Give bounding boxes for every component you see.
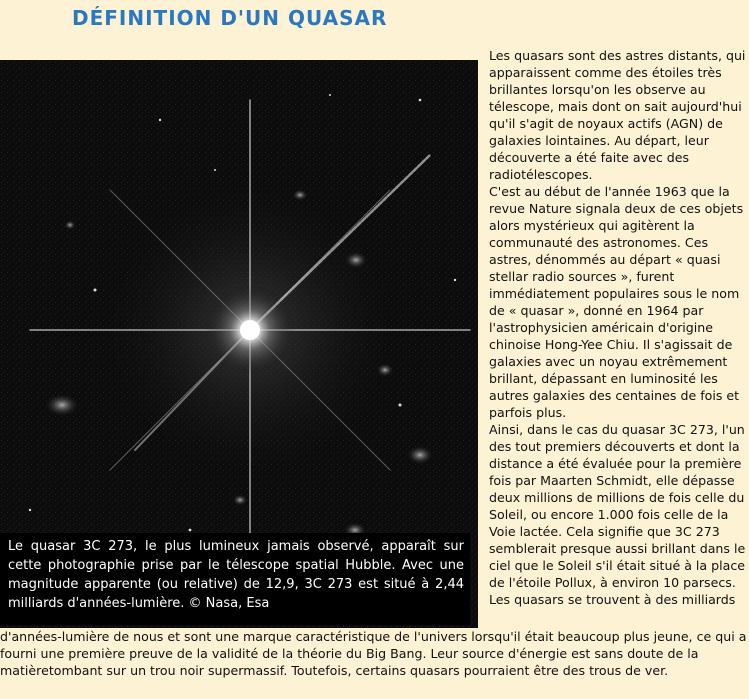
article-right-column: [489, 47, 747, 608]
page-title: DÉFINITION D'UN QUASAR: [72, 6, 388, 30]
paragraph-distance-continued: d'années-lumière de nous et sont une marque caractéristique de l'univers lorsqu'il était beaucoup plus jeune, ce qui a fourni une première preuve de la validité de la théorie du Big Bang. Leur source d'énergie est sans doute de la matièretombant sur un trou noir supermassif. Toutefois, certains quasars pourraient être des trous de ver.: [0, 629, 747, 678]
paragraph-discovery: C'est au début de l'année 1963 que la revue Nature signala deux de ces objets alors mystérieux qui agitèrent la communauté des astronomes. Ces astres, dénommés au départ « quasi stellar radio sources », furent immédiatement populaires sous le nom de « quasar », donné en 1964 par l'astrophysicien américain d'origine chinoise Hong-Yee Chiu. Il s'agissait de galaxies avec un noyau extrêmement brillant, dépassant en luminosité les autres galaxies des centaines de fois et parfois plus.: [489, 184, 744, 420]
photo-caption: Le quasar 3C 273, le plus lumineux jamais observé, apparaît sur cette photographie prise par le télescope spatial Hubble. Avec une magnitude apparente (ou relative) de 12,9, 3C 273 est situé à 2,44 milliards d'années-lumière. © Nasa, Esa: [0, 533, 470, 625]
paragraph-distance-start: Les quasars se trouvent à des milliards: [489, 592, 736, 607]
paragraph-intro: Les quasars sont des astres distants, qui apparaissent comme des étoiles très brillantes lorsqu'on les observe au télescope, mais dont on sait aujourd'hui qu'il s'agit de noyaux actifs (AGN) de galaxies lointaines. Au départ, leur découverte a été faite avec des radiotélescopes.: [489, 48, 746, 182]
paragraph-3c273: Ainsi, dans le cas du quasar 3C 273, l'un des tout premiers découverts et dont la distance a été évaluée pour la première fois par Maarten Schmidt, elle dépasse deux millions de millions de fois celle du Soleil, ou encore 1.000 fois celle de la Voie lactée. Cela signifie que 3C 273 semblerait presque aussi brillant dans le ciel que le Soleil s'il était situé à la place de l'étoile Pollux, à environ 10 parsecs.: [489, 422, 746, 590]
